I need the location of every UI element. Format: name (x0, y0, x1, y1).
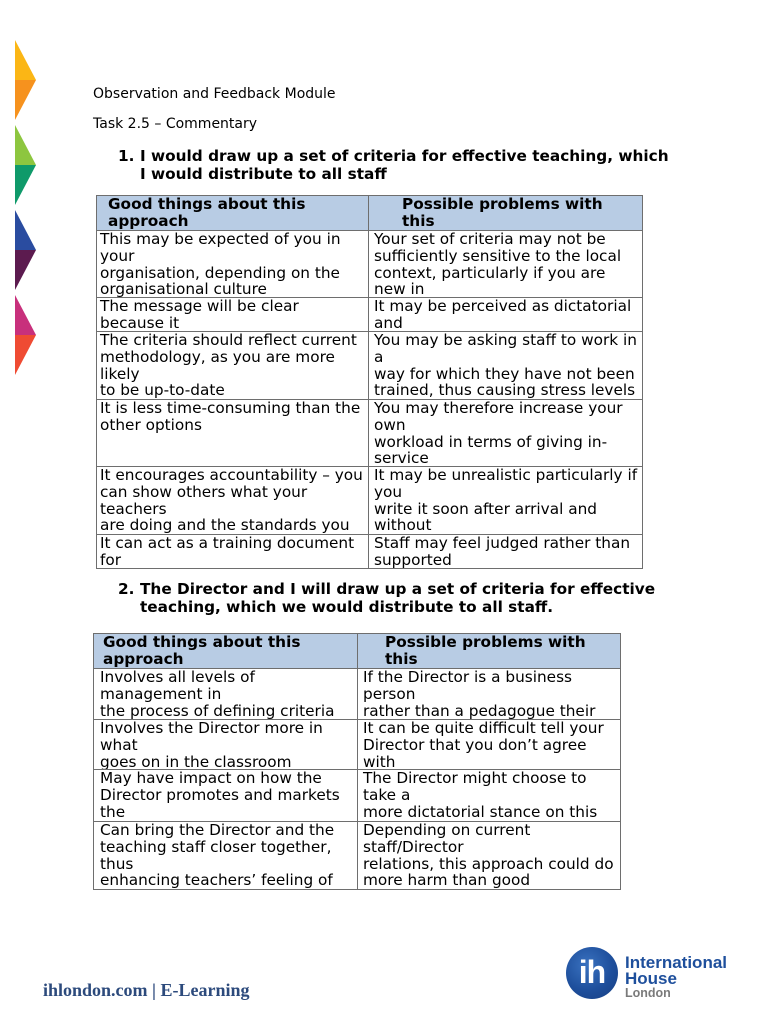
problem-line: service (374, 449, 429, 466)
good-cell (97, 535, 369, 568)
chevron-4-bottom (15, 335, 36, 375)
good-line: your (100, 246, 135, 265)
good-line: the (100, 802, 126, 821)
chevron-4-top (15, 295, 36, 335)
problem-line: rather than a pedagogue their (363, 701, 596, 719)
good-line: goes on in the classroom (100, 752, 292, 769)
ih-logo-icon: ih (566, 947, 618, 999)
problem-cell (369, 231, 642, 297)
prompt-number: 1. (118, 147, 135, 165)
problem-line: new in (374, 280, 425, 297)
good-line: to be up-to-date (100, 381, 225, 399)
good-cell (94, 770, 358, 821)
problem-line: Your set of criteria may not be (374, 231, 606, 248)
good-line: Can bring the Director and the (100, 822, 335, 839)
problem-line: sufficiently sensitive to the local (374, 246, 622, 265)
good-cell (97, 231, 369, 297)
problem-line: more dictatorial stance on this (363, 802, 598, 821)
good-line: organisation, depending on the (100, 263, 340, 282)
problem-line: trained, thus causing stress levels (374, 381, 636, 399)
chevron-2-top (15, 125, 36, 165)
problem-line: supported (374, 550, 452, 568)
good-line: likely (100, 364, 140, 383)
good-line: thus (100, 854, 134, 873)
problem-line: It can be quite difficult tell your (363, 720, 604, 737)
good-line: teaching staff closer together, (100, 837, 332, 856)
good-line: The criteria should reflect current (100, 332, 357, 349)
problem-line: way for which they have not been (374, 364, 635, 383)
problem-line: staff/Director (363, 837, 464, 856)
good-line: other options (100, 415, 202, 434)
header-possible-problems (369, 196, 642, 230)
problem-line: workload in terms of giving in- (374, 432, 608, 451)
prompt-line: The Director and I will draw up a set of criteria for effective (140, 580, 656, 598)
problem-line: take a (363, 785, 411, 804)
problem-cell (369, 400, 642, 466)
task-title: Task 2.5 – Commentary (93, 116, 258, 132)
header-line: this (402, 211, 435, 230)
table-row (97, 400, 642, 467)
problem-cell (369, 535, 642, 568)
logo-name-line2: House (625, 969, 677, 988)
header-line: Possible problems with (402, 196, 603, 213)
good-line: Director promotes and markets (100, 785, 340, 804)
problem-line: more harm than good (363, 871, 531, 889)
table-header-row (97, 196, 642, 231)
good-line: It can act as a training document (100, 535, 355, 552)
good-line: Involves all levels of (100, 669, 255, 686)
header-possible-problems (358, 634, 620, 668)
header-good-things (97, 196, 369, 230)
good-cell (94, 822, 358, 889)
good-line: organisational culture (100, 280, 267, 297)
table-row (97, 535, 642, 569)
chevron-3-bottom (15, 250, 36, 290)
chevron-1-bottom (15, 80, 36, 120)
good-cell (97, 298, 369, 331)
header-line: Good things about this (103, 634, 301, 651)
good-line: The message will be clear (100, 298, 299, 315)
good-line: can show others what your (100, 482, 308, 501)
good-line: because it (100, 313, 180, 331)
good-line: for (100, 550, 122, 568)
header-line: this (385, 649, 418, 668)
criteria-table-2 (93, 633, 621, 890)
table-row (97, 467, 642, 535)
problem-line: without (374, 516, 432, 534)
prompt-number: 2. (118, 580, 135, 598)
prompt-1 (118, 147, 718, 183)
module-title: Observation and Feedback Module (93, 86, 336, 102)
good-line: teachers (100, 499, 167, 518)
decorative-chevrons (0, 0, 40, 380)
good-line: methodology, as you are more (100, 347, 335, 366)
good-line: the process of defining criteria (100, 701, 335, 719)
header-line: Good things about this (108, 196, 306, 213)
footer-tagline: ihlondon.com | E-Learning (43, 980, 250, 1000)
header-line: approach (108, 211, 189, 230)
good-cell (97, 467, 369, 534)
good-cell (97, 400, 369, 466)
problem-line: Staff may feel judged rather than (374, 535, 631, 552)
problem-line: context, particularly if you are (374, 263, 606, 282)
problem-line: relations, this approach could do (363, 854, 614, 873)
good-line: May have impact on how the (100, 770, 322, 787)
problem-cell (369, 332, 642, 399)
good-cell (94, 669, 358, 719)
problem-cell (358, 822, 620, 889)
problem-line: The Director might choose to (363, 770, 587, 787)
problem-line: It may be perceived as dictatorial (374, 298, 632, 315)
problem-line: Director that you don’t agree (363, 735, 587, 754)
chevron-3-top (15, 210, 36, 250)
good-line: It is less time-consuming than the (100, 400, 361, 417)
prompt-line: teaching, which we would distribute to all staff. (140, 598, 554, 616)
prompt-line: I would draw up a set of criteria for effective teaching, which (140, 147, 669, 165)
problem-cell (369, 467, 642, 534)
problem-line: It may be unrealistic particularly if (374, 467, 638, 484)
table-row (94, 822, 620, 890)
good-line: what (100, 735, 138, 754)
good-line: It encourages accountability – you (100, 467, 363, 484)
good-line: are doing and the standards you (100, 516, 350, 534)
problem-line: person (363, 684, 416, 703)
prompt-line: I would distribute to all staff (140, 165, 387, 183)
problem-line: a (374, 347, 384, 366)
problem-line: you (374, 482, 403, 501)
problem-cell (358, 720, 620, 769)
table-row (97, 231, 642, 298)
good-cell (97, 332, 369, 399)
chevron-1-top (15, 40, 36, 80)
problem-line: own (374, 415, 406, 434)
table-header-row (94, 634, 620, 669)
problem-cell (358, 770, 620, 821)
problem-line: You may therefore increase your (374, 400, 623, 417)
problem-cell (369, 298, 642, 331)
problem-line: write it soon after arrival and (374, 499, 597, 518)
problem-line: You may be asking staff to work in (374, 332, 637, 349)
chevron-2-bottom (15, 165, 36, 205)
header-line: Possible problems with (385, 634, 586, 651)
header-good-things (94, 634, 358, 668)
header-line: approach (103, 649, 184, 668)
logo-name-line1: International (625, 953, 728, 972)
table-row (97, 298, 642, 332)
good-line: enhancing teachers’ feeling of (100, 871, 333, 889)
prompt-2 (118, 580, 718, 616)
table-row (94, 720, 620, 770)
table-row (94, 770, 620, 822)
table-row (97, 332, 642, 400)
logo-city: London (625, 986, 671, 1000)
problem-line: with (363, 752, 396, 769)
criteria-table-1 (96, 195, 643, 569)
table-row (94, 669, 620, 720)
good-line: This may be expected of you in (100, 231, 341, 248)
problem-cell (358, 669, 620, 719)
problem-line: Depending on current (363, 822, 531, 839)
good-line: management in (100, 684, 222, 703)
problem-line: If the Director is a business (363, 669, 573, 686)
problem-line: and (374, 313, 403, 331)
good-line: Involves the Director more in (100, 720, 323, 737)
good-cell (94, 720, 358, 769)
